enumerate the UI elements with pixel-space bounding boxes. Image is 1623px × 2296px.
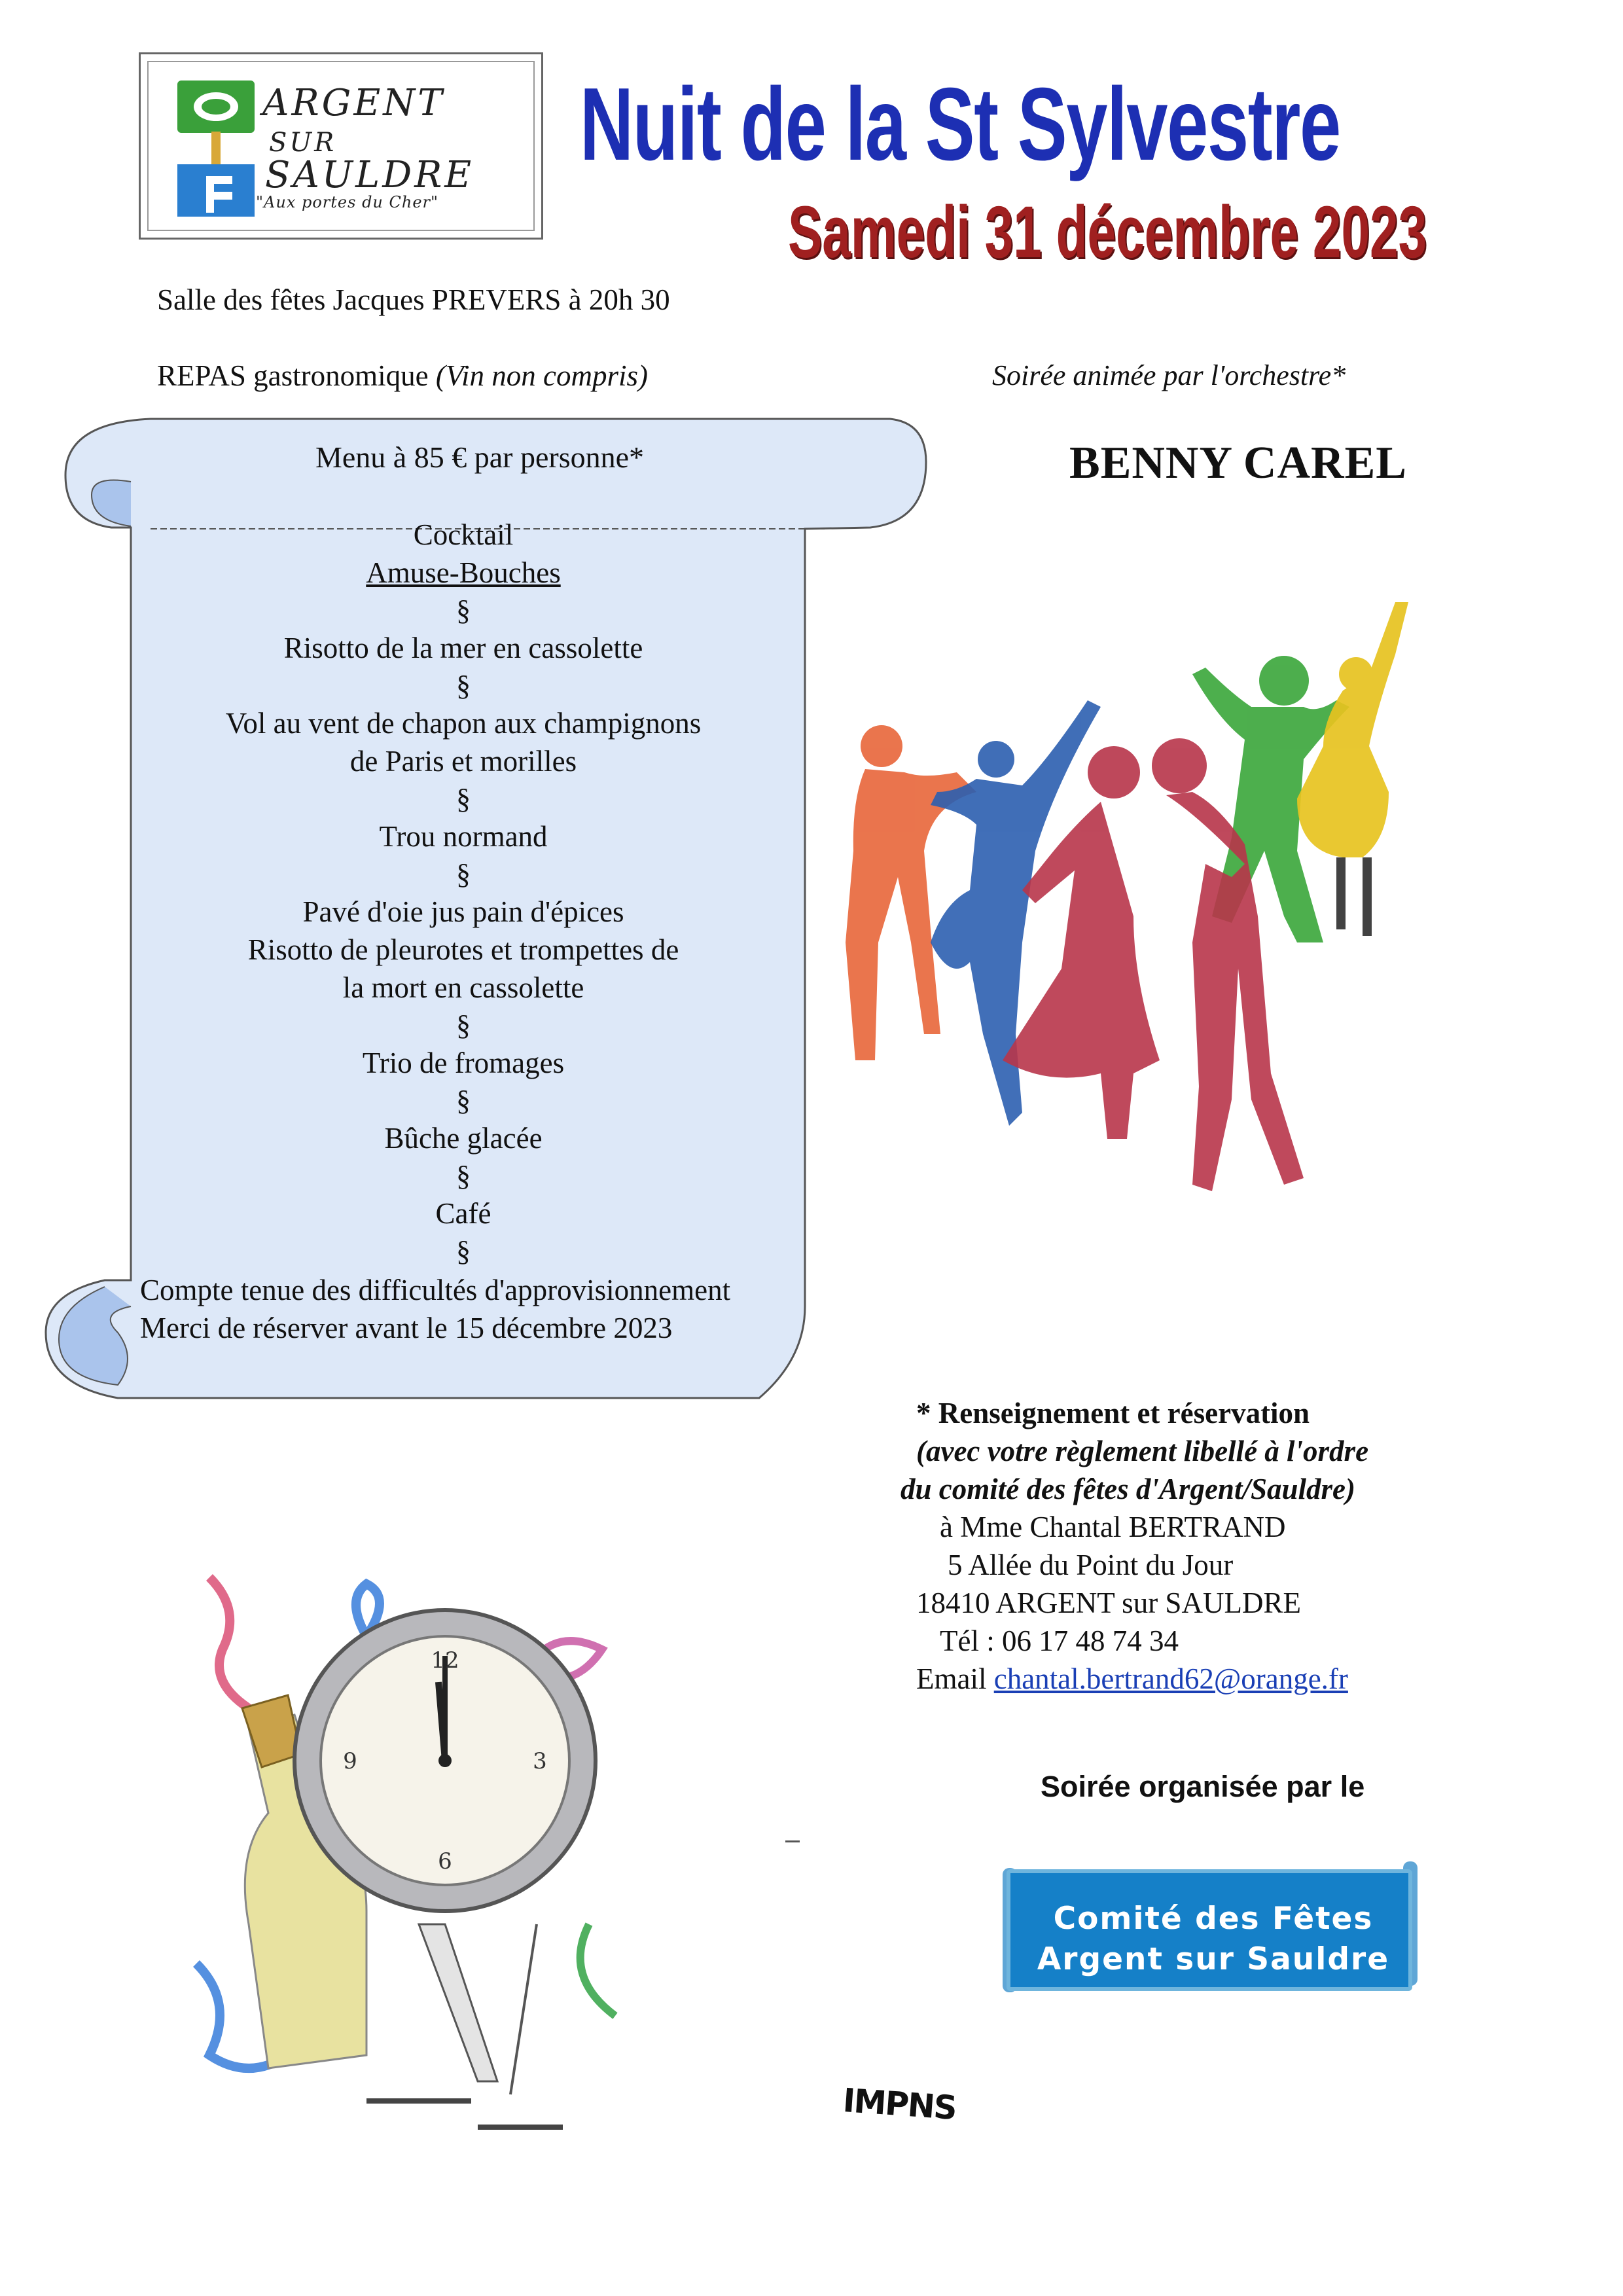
organizer-badge (1001, 1859, 1420, 2003)
svg-text:3: 3 (533, 1748, 547, 1774)
menu-item-cocktail: Cocktail (413, 518, 514, 551)
menu-item-vol-au-vent-cont: de Paris et morilles (349, 745, 577, 778)
contact-phone: Tél : 06 17 48 74 34 (940, 1624, 1179, 1657)
svg-text:12: 12 (431, 1647, 459, 1674)
supply-note (140, 1271, 730, 1347)
animation-text: Soirée animée par l'orchestre* (992, 359, 1346, 391)
menu-item-risotto-pleurotes-cont: la mort en cassolette (342, 971, 584, 1004)
svg-text:9: 9 (343, 1748, 357, 1774)
dancers-illustration (826, 576, 1480, 1230)
stray-mark (785, 1840, 800, 1842)
menu-item-pave-oie: Pavé d'oie jus pain d'épices (302, 895, 624, 928)
key-icon (177, 81, 256, 218)
payment-note-line2: du comité des fêtes d'Argent/Sauldre) (901, 1473, 1355, 1505)
menu-separator: § (456, 670, 471, 702)
repas-text (157, 359, 648, 393)
logo-word-sur: SUR (269, 128, 337, 158)
event-date: Samedi 31 décembre 2023 (788, 191, 1427, 273)
supply-note-line2: Merci de réserver avant le 15 décembre 2023 (140, 1312, 673, 1344)
event-title: Nuit de la St Sylvestre (580, 67, 1340, 182)
repas-note: (Vin non compris) (435, 359, 648, 392)
contact-heading: * Renseignement et réservation (916, 1397, 1310, 1429)
email-label: Email (916, 1662, 987, 1695)
menu-separator: § (456, 1235, 471, 1267)
printer-stamp: IMPNS (842, 2081, 957, 2127)
menu-item-risotto-mer: Risotto de la mer en cassolette (283, 632, 643, 664)
svg-text:6: 6 (438, 1848, 452, 1874)
town-logo (139, 52, 543, 240)
logo-word-argent: ARGENT (262, 82, 445, 124)
organized-by-label: Soirée organisée par le (1041, 1770, 1365, 1803)
badge-line2: Argent sur Sauldre (1037, 1941, 1390, 1977)
logo-tagline: "Aux portes du Cher" (256, 193, 439, 211)
email-link[interactable]: chantal.bertrand62@orange.fr (993, 1662, 1348, 1695)
supply-note-line1: Compte tenue des difficultés d'approvisionnement (140, 1274, 731, 1306)
venue-text: Salle des fêtes Jacques PREVERS à 20h 30 (157, 283, 670, 316)
menu-item-cafe: Café (435, 1197, 491, 1230)
menu-item-buche: Bûche glacée (384, 1122, 543, 1155)
menu-item-amuse-bouches: Amuse-Bouches (366, 556, 561, 589)
menu-item-vol-au-vent: Vol au vent de chapon aux champignons (225, 707, 702, 740)
contact-block (901, 1394, 1369, 1698)
clock-champagne-illustration (170, 1558, 654, 2147)
contact-street: 5 Allée du Point du Jour (948, 1549, 1234, 1581)
menu-separator: § (456, 858, 471, 890)
orchestra-name: BENNY CAREL (1069, 438, 1407, 488)
menu-separator: § (456, 1085, 471, 1117)
menu-item-fromages: Trio de fromages (362, 1047, 565, 1079)
badge-line1: Comité des Fêtes (1053, 1901, 1374, 1937)
menu-price: Menu à 85 € par personne* (315, 440, 645, 474)
menu-courses (136, 516, 791, 1270)
menu-separator: § (456, 1160, 471, 1192)
contact-name: à Mme Chantal BERTRAND (940, 1511, 1286, 1543)
menu-item-risotto-pleurotes: Risotto de pleurotes et trompettes de (247, 933, 679, 966)
payment-note-line1: (avec votre règlement libellé à l'ordre (916, 1435, 1369, 1467)
menu-separator: § (456, 594, 471, 626)
contact-city: 18410 ARGENT sur SAULDRE (916, 1587, 1301, 1619)
logo-word-sauldre: SAULDRE (265, 154, 474, 196)
menu-separator: § (456, 783, 471, 815)
contact-email-row (916, 1660, 1368, 1698)
menu-separator: § (456, 1009, 471, 1041)
menu-item-trou-normand: Trou normand (379, 820, 548, 853)
repas-label: REPAS gastronomique (157, 359, 429, 392)
